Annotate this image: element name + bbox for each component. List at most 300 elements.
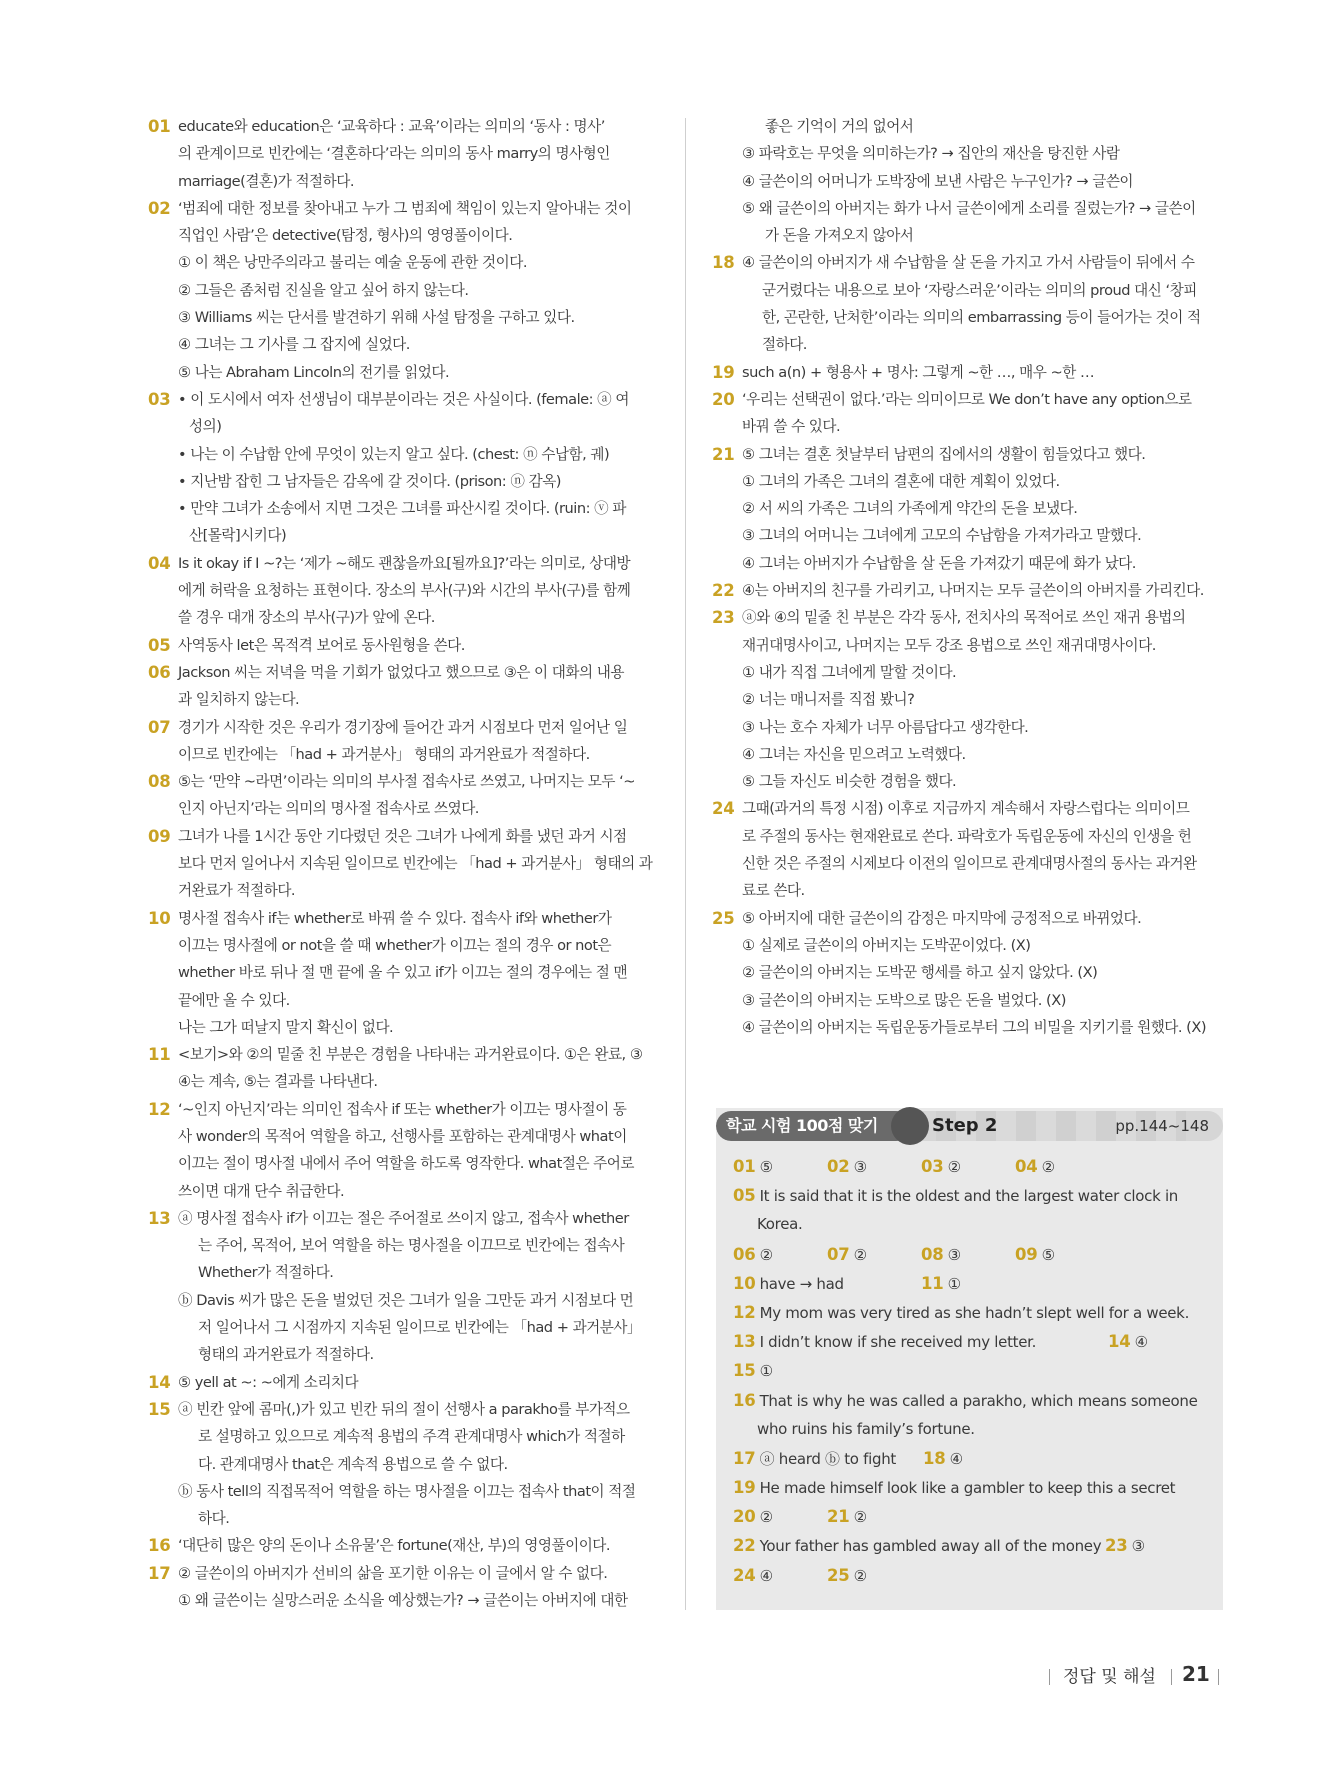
explanation-line [712,277,1224,304]
explanation-line [148,1451,658,1478]
answer-number: 12 [733,1302,756,1322]
column-divider [685,118,686,1610]
explanation-line [148,413,658,440]
explanation-text: ③ 파락호는 무엇을 의미하는가? → 집안의 재산을 탕진한 사람 [742,145,1120,163]
explanation-text: ① 실제로 글쓴이의 아버지는 도박꾼이었다. (X) [742,936,1031,954]
explanation-line [712,386,1224,413]
explanation-line [148,932,658,959]
explanation-line [712,1014,1224,1041]
answer-row [733,1386,1213,1415]
explanation-line [148,987,658,1014]
explanation-line [712,659,1224,686]
explanation-line [148,1587,658,1614]
header-ball-decoration [891,1107,929,1145]
explanation-text: ① 그녀의 가족은 그녀의 결혼에 대한 계획이 있었다. [742,472,1060,490]
explanation-text: ① 왜 글쓴이는 실망스러운 소식을 예상했는가? → 글쓴이는 아버지에 대한 [178,1592,628,1610]
answer-item [733,1473,1175,1503]
answer-value: ② [1041,1158,1055,1176]
answer-value: That is why he was called a parakho, which means someone [759,1391,1198,1410]
explanation-text: ④는 계속, ⑤는 결과를 나타낸다. [178,1073,378,1091]
explanation-line [148,495,658,522]
explanation-text: <보기>와 ②의 밑줄 친 부분은 경험을 나타내는 과거완료이다. ①은 완료, ③ [178,1046,643,1064]
explanation-text: 로 설명하고 있으므로 계속적 용법의 주격 관계대명사 which가 적절하 [198,1428,625,1446]
answer-number: 16 [733,1390,756,1410]
explanation-text: 다. 관계대명사 that은 계속적 용법으로 쓸 수 없다. [198,1455,508,1473]
explanation-line [712,987,1224,1014]
explanation-line [148,604,658,631]
explanation-line [148,1041,658,1068]
explanation-text: 인지 아닌지’라는 의미의 명사절 접속사로 쓰였다. [178,800,479,818]
answer-text: Korea. [757,1215,803,1234]
explanation-line [712,741,1224,768]
explanation-text: Is it okay if I ~?는 ‘제가 ~해도 괜찮을까요[될까요]?’라는 의미로, 상대방 [178,554,631,572]
explanation-line [148,522,658,549]
question-number: 09 [148,826,171,846]
question-number: 23 [712,608,735,628]
explanation-text: • 나는 이 수납함 안에 무엇이 있는지 알고 싶다. (chest: ⓝ 수납함, 궤) [178,445,610,463]
answer-row [733,1327,1213,1356]
answer-item [923,1444,963,1474]
answer-column-left [148,113,658,1614]
answer-value: ② [759,1508,773,1527]
answer-number: 18 [923,1448,946,1468]
explanation-text: 나는 그가 떠날지 말지 확신이 없다. [178,1018,394,1036]
question-number: 04 [148,553,171,573]
question-number: 16 [148,1536,171,1556]
answer-number: 11 [921,1273,944,1293]
explanation-line [148,359,658,386]
explanation-text: ② 글쓴이의 아버지는 도박꾼 행세를 하고 싶지 않았다. (X) [742,964,1098,982]
page-number: 21 [1182,1662,1210,1686]
explanation-line [148,1259,658,1286]
explanation-line [712,249,1224,276]
explanation-text: 절하다. [762,336,807,354]
answer-value: ③ [853,1158,867,1176]
explanation-text: ‘~인지 아닌지’라는 의미인 접속사 if 또는 whether가 이끄는 명사절이 동 [178,1100,627,1118]
explanation-text: 그때(과거의 특정 시점) 이후로 지금까지 계속해서 자랑스럽다는 의미이므 [742,800,1190,818]
explanation-text: ④ 글쓴이의 아버지가 새 수납함을 살 돈을 가지고 가서 사람들이 뒤에서 수 [742,254,1195,272]
answer-value: ② [853,1508,867,1527]
explanation-line [712,768,1224,795]
explanation-line [148,659,658,686]
explanation-line [712,823,1224,850]
explanation-line [148,877,658,904]
explanation-text: ② 그들은 좀처럼 진실을 알고 싶어 하지 않는다. [178,281,469,299]
answer-item [827,1152,867,1182]
answer-row [733,1356,1213,1385]
answer-value: ③ [1131,1537,1145,1556]
explanation-line [148,1150,658,1177]
explanation-line [148,1068,658,1095]
answer-value: have → had [759,1274,844,1293]
explanation-text: 과 일치하지 않는다. [178,691,300,709]
explanation-line [712,195,1224,222]
question-number: 21 [712,444,735,464]
answer-value: ④ [949,1449,963,1468]
answer-number: 05 [733,1186,756,1206]
answer-item [733,1327,1036,1357]
explanation-line [148,113,658,140]
explanation-line [712,468,1224,495]
explanation-text: 사역동사 let은 목적격 보어로 동사원형을 쓴다. [178,636,465,654]
answer-number: 02 [827,1157,850,1176]
explanation-line [148,1505,658,1532]
explanation-line [148,741,658,768]
explanation-text: 는 주어, 목적어, 보어 역할을 하는 명사절을 이끄므로 빈칸에는 접속사 [198,1237,625,1255]
question-number: 13 [148,1208,171,1228]
answer-text: who ruins his family’s fortune. [757,1419,975,1438]
explanation-line [148,1341,658,1368]
explanation-text: 쓰이면 대개 단수 취급한다. [178,1182,345,1200]
explanation-line [712,522,1224,549]
explanation-text: 끝에만 올 수 있다. [178,991,290,1009]
answer-row [733,1561,1213,1590]
explanation-text: ⑤ 아버지에 대한 글쓴이의 감정은 마지막에 긍정적으로 바뀌었다. [742,909,1142,927]
answer-row [733,1298,1213,1327]
answer-value: ⑤ [1041,1245,1055,1264]
explanation-line [712,932,1224,959]
answer-value: Your father has gambled away all of the money [759,1537,1102,1556]
answer-item [1015,1152,1055,1182]
explanation-line [148,140,658,167]
explanation-line [712,331,1224,358]
answer-number: 24 [733,1565,756,1585]
explanation-text: ⓐ 빈칸 앞에 콤마(,)가 있고 빈칸 뒤의 절이 선행사 a parakho를 부가적으 [178,1400,630,1418]
explanation-line [712,632,1224,659]
explanation-text: ⑤ 나는 Abraham Lincoln의 전기를 읽었다. [178,363,450,381]
explanation-text: ⑤ 그들 자신도 비슷한 경험을 했다. [742,773,957,791]
explanation-text: ③ 그녀의 어머니는 그녀에게 고모의 수납함을 가져가라고 말했다. [742,527,1142,545]
explanation-line [148,959,658,986]
explanation-line [148,222,658,249]
footer-divider [1218,1669,1219,1685]
answer-value: It is said that it is the oldest and the largest water clock in [759,1187,1179,1206]
explanation-line [148,768,658,795]
explanation-text: 가 돈을 가져오지 않아서 [765,227,914,245]
answer-row [733,1240,1213,1269]
answer-item [827,1561,867,1591]
answer-item [1015,1240,1055,1270]
question-number: 08 [148,772,171,792]
explanation-line [148,1123,658,1150]
footer-divider [1171,1669,1172,1685]
explanation-line [712,359,1224,386]
answer-item [827,1240,867,1270]
explanation-text: 그녀가 나를 1시간 동안 기다렸던 것은 그녀가 나에게 화를 냈던 과거 시점 [178,827,627,845]
answer-row [733,1502,1213,1531]
explanation-line [148,1423,658,1450]
explanation-text: 이끄는 명사절에 or not을 쓸 때 whether가 이끄는 절의 경우 or not은 [178,936,612,954]
answer-item [733,1561,773,1591]
answer-item [733,1152,773,1182]
explanation-line [148,823,658,850]
step-box-title: 학교 시험 100점 맞기 [726,1116,878,1135]
answer-value: ② [853,1245,867,1264]
question-number: 14 [148,1372,171,1392]
explanation-text: ④ 글쓴이의 어머니가 도박장에 보낸 사람은 누구인가? → 글쓴이 [742,172,1134,190]
answer-number: 21 [827,1507,850,1527]
explanation-text: 명사절 접속사 if는 whether로 바꿔 쓸 수 있다. 접속사 if와 whether가 [178,909,612,927]
explanation-line [712,795,1224,822]
answer-item [1105,1531,1145,1561]
answer-row [733,1444,1213,1473]
explanation-text: • 이 도시에서 여자 선생님이 대부분이라는 것은 사실이다. (female: ⓐ 여 [178,390,629,408]
question-number: 17 [148,1563,171,1583]
explanation-line [712,550,1224,577]
step2-header [716,1111,1223,1141]
explanation-line [712,168,1224,195]
explanation-text: ‘범죄에 대한 정보를 찾아내고 누가 그 범죄에 책임이 있는지 알아내는 것이 [178,199,632,217]
question-number: 01 [148,117,171,136]
question-number: 22 [712,581,735,601]
explanation-text: ⓐ 명사절 접속사 if가 이끄는 절은 주어절로 쓰이지 않고, 접속사 whether [178,1209,629,1227]
explanation-line [712,413,1224,440]
answer-value: ④ [759,1566,773,1585]
answer-number: 17 [733,1448,756,1468]
answer-value: ⑤ [759,1158,773,1176]
explanation-line [148,1014,658,1041]
answer-item [733,1531,1101,1561]
explanation-line [148,1369,658,1396]
explanation-line [148,1178,658,1205]
answer-number: 08 [921,1244,944,1264]
explanation-text: ⑤ 왜 글쓴이의 아버지는 화가 나서 글쓴이에게 소리를 질렀는가? → 글쓴이 [742,199,1196,217]
answer-number: 03 [921,1157,944,1176]
answer-value: ③ [947,1245,961,1264]
explanation-line [712,304,1224,331]
step2-answer-list [733,1152,1213,1590]
question-number: 25 [712,908,735,928]
answer-row [733,1415,1213,1444]
explanation-text: ⓐ와 ④의 밑줄 친 부분은 각각 동사, 전치사의 목적어로 쓰인 재귀 용법의 [742,609,1186,627]
explanation-line [148,1205,658,1232]
explanation-text: • 지난밤 잡힌 그 남자들은 감옥에 갈 것이다. (prison: ⓝ 감옥) [178,472,561,490]
explanation-text: 신한 것은 주절의 시제보다 이전의 일이므로 관계대명사절의 동사는 과거완 [742,855,1197,873]
explanation-line [712,714,1224,741]
explanation-text: ⓑ Davis 씨가 많은 돈을 벌었던 것은 그녀가 일을 그만둔 과거 시점보다 먼 [178,1291,634,1309]
explanation-text: ① 이 책은 낭만주의라고 불리는 예술 운동에 관한 것이다. [178,254,527,272]
answer-item [733,1298,1189,1328]
answer-number: 01 [733,1157,756,1176]
answer-item [921,1152,961,1182]
answer-value: ④ [1134,1333,1148,1352]
explanation-text: 의 관계이므로 빈칸에는 ‘결혼하다’라는 의미의 동사 marry의 명사형인 [178,145,610,163]
explanation-text: ‘우리는 선택권이 없다.’라는 의미이므로 We don’t have any option으로 [742,390,1192,408]
explanation-line [148,304,658,331]
explanation-text: 이므로 빈칸에는 「had + 과거분사」 형태의 과거완료가 적절하다. [178,745,590,763]
answer-item [733,1240,773,1270]
explanation-text: whether 바로 뒤나 절 맨 끝에 올 수 있고 if가 이끄는 절의 경우에는 절 맨 [178,964,628,982]
question-number: 07 [148,717,171,737]
answer-item [733,1181,1178,1211]
answer-row [733,1531,1213,1560]
explanation-text: ④ 그녀는 그 기사를 그 잡지에 실었다. [178,336,410,354]
answer-item [733,1502,773,1532]
explanation-text: 산[몰락]시키다) [189,527,287,545]
answer-number: 20 [733,1507,756,1527]
explanation-text: ④는 아버지의 친구를 가리키고, 나머지는 모두 글쓴이의 아버지를 가리킨다. [742,582,1204,600]
explanation-line [148,441,658,468]
explanation-text: ② 너는 매니저를 직접 봤니? [742,691,915,709]
explanation-line [148,1314,658,1341]
explanation-line [148,1478,658,1505]
explanation-text: 료로 쓴다. [742,882,805,900]
explanation-line [148,632,658,659]
explanation-line [712,577,1224,604]
explanation-line [148,331,658,358]
question-number: 18 [712,253,735,273]
explanation-text: ④ 글쓴이의 아버지는 독립운동가들로부터 그의 비밀을 지키기를 원했다. (X) [742,1018,1207,1036]
explanation-line [148,386,658,413]
explanation-line [712,877,1224,904]
answer-item [733,1356,773,1386]
answer-item [827,1502,867,1532]
answer-item [921,1240,961,1270]
explanation-text: such a(n) + 형용사 + 명사: 그렇게 ~한 …, 매우 ~한 … [742,363,1095,381]
answer-row [733,1269,1213,1298]
explanation-text: 쓸 경우 대개 장소의 부사(구)가 앞에 온다. [178,609,435,627]
question-number: 12 [148,1099,171,1119]
step-label: Step 2 [932,1115,998,1136]
explanation-text: 좋은 기억이 거의 없어서 [765,118,914,135]
answer-number: 25 [827,1565,850,1585]
explanation-text: ‘대단히 많은 양의 돈이나 소유물’은 fortune(재산, 부)의 영영풀이이다. [178,1537,611,1555]
explanation-text: 사 wonder의 목적어 역할을 하고, 선행사를 포함하는 관계대명사 what이 [178,1127,627,1145]
explanation-text: 바꿔 쓸 수 있다. [742,418,841,436]
explanation-line [148,686,658,713]
explanation-text: 거완료가 적절하다. [178,882,296,900]
explanation-text: ⑤는 ‘만약 ~라면’이라는 의미의 부사절 접속사로 쓰였고, 나머지는 모두 ‘~ [178,773,635,791]
explanation-line [148,850,658,877]
explanation-text: 형태의 과거완료가 적절하다. [198,1346,374,1364]
question-number: 19 [712,362,735,382]
explanation-text: 보다 먼저 일어나서 지속된 일이므로 빈칸에는 「had + 과거분사」 형태의 과 [178,855,653,873]
question-number: 11 [148,1045,171,1065]
explanation-line [148,1232,658,1259]
explanation-text: ④ 그녀는 아버지가 수납함을 살 돈을 가져갔기 때문에 화가 났다. [742,554,1136,572]
answer-row [733,1473,1213,1502]
answer-number: 13 [733,1332,756,1352]
answer-item [733,1269,844,1299]
answer-number: 15 [733,1361,756,1381]
question-number: 06 [148,662,171,682]
explanation-text: Jackson 씨는 저녁을 먹을 기회가 없었다고 했으므로 ③은 이 대화의 내용 [178,663,624,681]
answer-value: ② [759,1245,773,1264]
answer-value: My mom was very tired as she hadn’t slept well for a week. [759,1303,1190,1322]
explanation-line [712,604,1224,631]
explanation-text: ② 글쓴이의 아버지가 선비의 삶을 포기한 이유는 이 글에서 알 수 없다. [178,1564,608,1582]
explanation-line [712,959,1224,986]
step-page-range: pp.144~148 [1115,1117,1209,1135]
explanation-text: educate와 education은 ‘교육하다 : 교육’이라는 의미의 ‘동사 : 명사’ [178,118,605,135]
answer-number: 07 [827,1244,850,1264]
explanation-line [148,905,658,932]
explanation-line [712,686,1224,713]
explanation-line [148,1396,658,1423]
explanation-line [148,277,658,304]
explanation-text: ③ 나는 호수 자체가 너무 아름답다고 생각한다. [742,718,1029,736]
question-number: 03 [148,389,171,409]
question-number: 24 [712,799,735,819]
answer-number: 10 [733,1273,756,1293]
answer-value: ① [947,1274,961,1293]
answer-item [921,1269,961,1299]
answer-number: 14 [1108,1332,1131,1352]
explanation-text: ⑤ yell at ~: ~에게 소리치다 [178,1373,359,1391]
answer-value: ① [759,1362,773,1381]
explanation-text: 이끄는 절이 명사절 내에서 주어 역할을 하도록 영작한다. what절은 주어로 [178,1155,634,1173]
answer-number: 22 [733,1536,756,1556]
footer-section-title: 정답 및 해설 [1063,1667,1156,1687]
answer-item [733,1386,1198,1416]
explanation-line [148,1287,658,1314]
explanation-text: ⑤ 그녀는 결혼 첫날부터 남편의 집에서의 생활이 힘들었다고 했다. [742,445,1146,463]
explanation-text: ⓑ 동사 tell의 직접목적어 역할을 하는 명사절을 이끄는 접속사 that이 적절 [178,1482,636,1500]
answer-value: ② [853,1566,867,1585]
explanation-line [712,222,1224,249]
explanation-line [712,140,1224,167]
explanation-text: 경기가 시작한 것은 우리가 경기장에 들어간 과거 시점보다 먼저 일어난 일 [178,718,628,736]
question-number: 10 [148,908,171,928]
explanation-text: 한, 곤란한, 난처한’이라는 의미의 embarrassing 등이 들어가는 것이 적 [762,309,1201,327]
answer-value: He made himself look like a gambler to keep this a secret [759,1479,1176,1498]
explanation-line [712,850,1224,877]
explanation-text: marriage(결혼)가 적절하다. [178,172,354,190]
explanation-text: 군거렸다는 내용으로 보아 ‘자랑스러운’이라는 의미의 proud 대신 ‘창피 [762,281,1197,299]
answer-number: 23 [1105,1536,1128,1556]
explanation-text: 재귀대명사이고, 나머지는 모두 강조 용법으로 쓰인 재귀대명사이다. [742,636,1156,654]
explanation-text: ① 내가 직접 그녀에게 말할 것이다. [742,663,957,681]
explanation-line [148,168,658,195]
answer-column-right [712,113,1224,1041]
explanation-line [712,441,1224,468]
explanation-line [148,249,658,276]
question-number: 20 [712,389,735,409]
explanation-line [148,1560,658,1587]
explanation-text: ③ 글쓴이의 아버지는 도박으로 많은 돈을 벌었다. (X) [742,991,1066,1009]
explanation-text: 저 일어나서 그 시점까지 지속된 일이므로 빈칸에는 「had + 과거분사」 [198,1319,642,1337]
explanation-text: • 만약 그녀가 소송에서 지면 그것은 그녀를 파산시킬 것이다. (ruin: ⓥ 파 [178,500,626,518]
answer-number: 04 [1015,1157,1038,1176]
explanation-text: 하다. [198,1510,230,1528]
answer-item [733,1444,896,1474]
explanation-line [148,550,658,577]
explanation-text: 성의) [189,418,222,436]
explanation-line [148,1532,658,1559]
explanation-text: ④ 그녀는 자신을 믿으려고 노력했다. [742,745,966,763]
answer-item [1108,1327,1148,1357]
answer-number: 06 [733,1244,756,1264]
explanation-line [712,495,1224,522]
answer-row [733,1210,1213,1239]
explanation-text: ③ Williams 씨는 단서를 발견하기 위해 사설 탐정을 구하고 있다. [178,309,575,327]
answer-value: ② [947,1158,961,1176]
explanation-line [148,468,658,495]
explanation-line [148,577,658,604]
answer-number: 19 [733,1478,756,1498]
footer-divider [1049,1669,1050,1685]
answer-row [733,1152,1213,1181]
explanation-text: 에게 허락을 요청하는 표현이다. 장소의 부사(구)와 시간의 부사(구)를 함께 [178,582,631,600]
question-number: 02 [148,198,171,218]
explanation-text: 직업인 사람’은 detective(탐정, 형사)의 영영풀이이다. [178,227,513,245]
answer-number: 09 [1015,1244,1038,1264]
question-number: 15 [148,1399,171,1419]
explanation-line [148,714,658,741]
answer-row [733,1181,1213,1210]
answer-value: I didn’t know if she received my letter. [759,1333,1037,1352]
question-number: 05 [148,635,171,655]
